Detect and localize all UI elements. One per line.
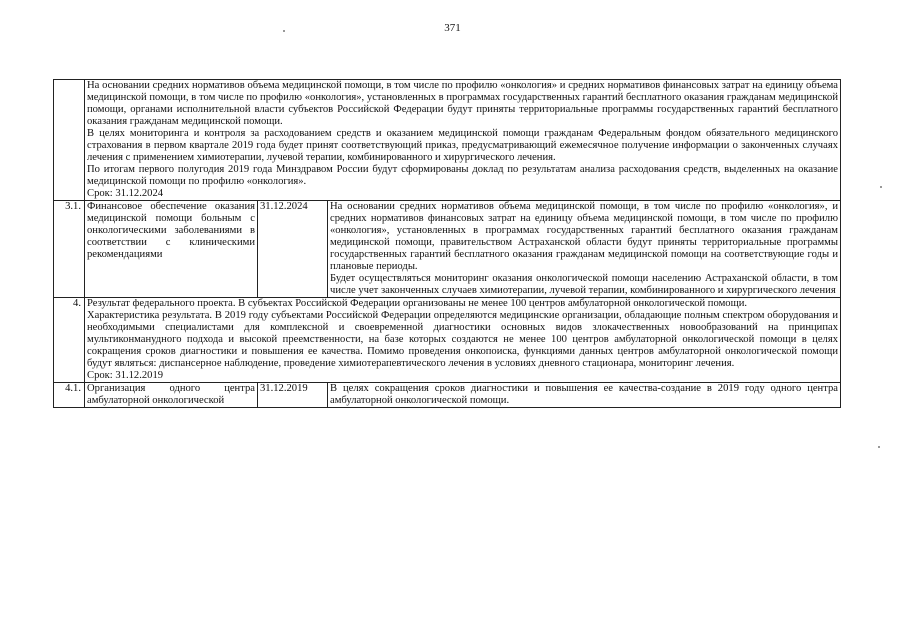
row-description <box>85 298 841 383</box>
row-number: 4. <box>54 298 85 383</box>
deadline: Срок: 31.12.2024 <box>87 188 164 199</box>
paragraph: На основании средних нормативов объема медицинской помощи, в том числе по профилю «онкология», и средних нормативов финансовых затрат на единицу объема медицинской помощи, в том числе по профилю «онкология», установленных в программах государственных гарантий бесплатного оказания гражданам медицинской помощи, правительством Астраханской области будут приняты территориальные программы государственных гарантий бесплатного оказания гражданам медицинской помощи на соответствующие годы и плановые периоды. <box>330 201 838 272</box>
table-row <box>54 298 841 383</box>
table-row <box>54 201 841 298</box>
row-description <box>328 201 841 298</box>
row-description <box>85 80 841 201</box>
deadline: Срок: 31.12.2019 <box>87 370 164 381</box>
row-number <box>54 80 85 201</box>
paragraph: В целях сокращения сроков диагностики и повышения ее качества-создание в 2019 году одного центра амбулаторной онкологической помощи. <box>330 383 838 406</box>
page-number: 371 <box>444 22 461 34</box>
table-row <box>54 80 841 201</box>
document-table <box>53 79 841 408</box>
scan-speck <box>880 186 882 188</box>
row-number: 3.1. <box>54 201 85 298</box>
paragraph: На основании средних нормативов объема медицинской помощи, в том числе по профилю «онкология» и средних нормативов финансовых затрат на единицу объема медицинской помощи, в том числе по профилю «онкология», установленных в программах государственных гарантий бесплатного оказания гражданам медицинской помощи, органами исполнительной власти субъектов Российской Федерации будут приняты территориальные программы государственных гарантий бесплатного оказания гражданам медицинской помощи. <box>87 80 838 127</box>
row-date: 31.12.2019 <box>258 383 328 408</box>
row-number: 4.1. <box>54 383 85 408</box>
row-date: 31.12.2024 <box>258 201 328 298</box>
paragraph: Характеристика результата. В 2019 году субъектами Российской Федерации определяются медицинские организации, обладающие полным спектром оборудования и необходимыми специалистами для комплексной и своевременной диагностики основных видов злокачественных новообразований на принципах мультиконманудного подхода и высокой преемственности, на базе которых создаются не менее 100 центров амбулаторной онкологической помощи в целях сокращения сроков диагностики и повышения ее качества. Помимо проведения онкопоиска, функциями данных центров амбулаторной онкологической помощи будут являться: диспансерное наблюдение, проведение химиотерапевтического лечения в условиях дневного стационара, мониторинг лечения. <box>87 310 838 369</box>
paragraph: По итогам первого полугодия 2019 года Минздравом России будут сформированы доклад по результатам анализа расходования средств, выделенных на оказание медицинской помощи по профилю «онкология». <box>87 164 838 187</box>
paragraph: Будет осуществляться мониторинг оказания онкологической помощи населению Астраханской области, в том числе учет законченных случаев химиотерапии, лучевой терапии, комбинированного и хирургического лечения <box>330 273 838 296</box>
scan-speck <box>283 30 285 32</box>
scan-speck <box>878 446 880 448</box>
table-row <box>54 383 841 408</box>
row-title: Финансовое обеспечение оказания медицинской помощи больным с онкологическими заболеваниями в соответствии с клиническими рекомендациями <box>85 201 258 298</box>
paragraph: Результат федерального проекта. В субъектах Российской Федерации организованы не менее 100 центров амбулаторной онкологической помощи. <box>87 298 748 309</box>
row-description <box>328 383 841 408</box>
paragraph: В целях мониторинга и контроля за расходованием средств и оказанием медицинской помощи гражданам Федеральным фондом обязательного медицинского страхования в первом квартале 2019 года будет принят соответствующий приказ, предусматривающий ежемесячное получение информации о законченных случаях лечения с применением химиотерапии, лучевой терапии, комбинированного и хирургического лечения. <box>87 128 838 163</box>
row-title: Организация одного центра амбулаторной онкологической <box>85 383 258 408</box>
